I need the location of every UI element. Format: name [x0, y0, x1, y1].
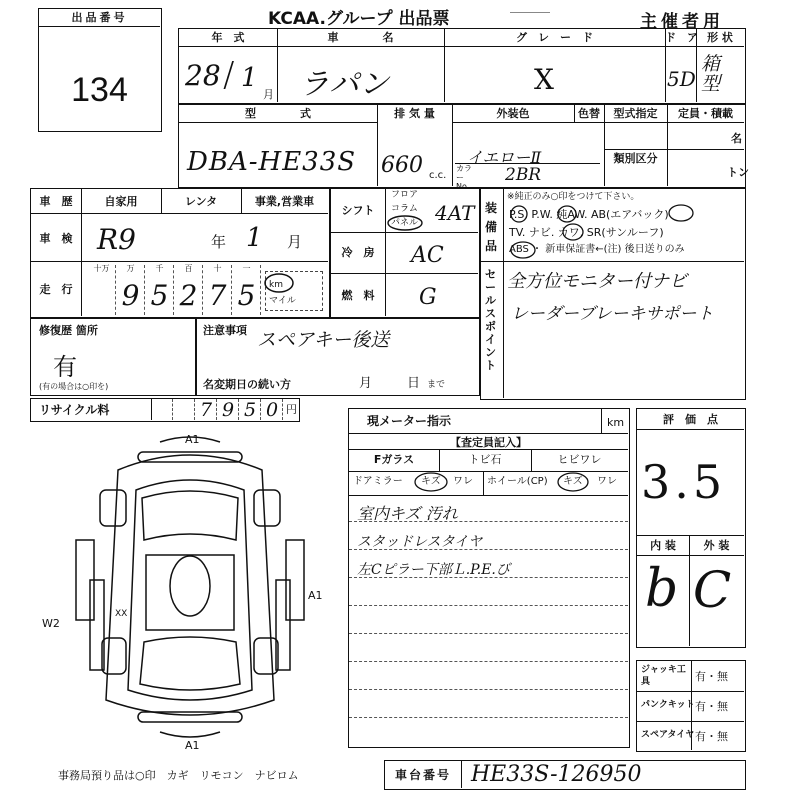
mileage-digits — [87, 265, 267, 315]
mirror-option-scratch: キズ — [421, 476, 441, 487]
shift-option-column: コラム — [391, 204, 418, 214]
persons-unit: 名 — [731, 132, 742, 145]
mile-label: マイル — [269, 296, 296, 306]
exterior-color-label: 外装色 — [496, 107, 530, 120]
fglass-label: Fガラス — [373, 453, 415, 466]
deadline-day-unit: 日 — [407, 376, 421, 391]
inspection-year-unit: 年 — [211, 233, 227, 251]
history-option-business: 事業,営業車 — [254, 195, 315, 208]
rating-box — [636, 408, 746, 648]
exterior-color-value: イエローⅡ — [467, 148, 542, 167]
mileage-unit-label: 千 — [155, 264, 164, 273]
spare-tire-label: スペアタイヤ — [641, 730, 695, 740]
recycle-digit: 0 — [265, 399, 279, 421]
panel-circle-mark — [387, 215, 427, 231]
mileage-cell — [116, 265, 145, 315]
mark-quarter: XX — [115, 609, 128, 619]
puncture-kit-yes-no: 有・無 — [695, 700, 728, 713]
recycle-fee-box — [30, 398, 300, 422]
inspector-circle-marks — [409, 469, 609, 497]
recycle-digit-cell — [151, 399, 173, 420]
mileage-digit: 5 — [150, 279, 169, 312]
fuel-value: G — [419, 285, 437, 310]
model-value: DBA-HE33S — [187, 147, 357, 177]
rating-score: 3.5 — [641, 455, 727, 509]
classification-label: 類別区分 — [613, 152, 658, 165]
equipment-label: 装備品 — [485, 201, 498, 254]
notes-label: 注意事項 — [203, 324, 247, 337]
recycle-yen: 円 — [286, 403, 297, 416]
recycle-digit: 9 — [221, 399, 235, 421]
mileage-cell — [232, 265, 261, 315]
fglass-option-chip: トビ石 — [468, 453, 502, 466]
meter-label: 現メーター指示 — [367, 414, 452, 428]
repair-history-box — [30, 318, 196, 396]
car-body-diagram — [40, 430, 340, 760]
notes-value: スペアキー後送 — [257, 329, 390, 351]
office-note: 事務局預り品は○印 カギ リモコン ナビロム — [58, 769, 299, 782]
month-value: 1 — [241, 63, 258, 93]
shift-value: 4AT — [435, 201, 475, 225]
inspector-comment-2: スタッドレスタイヤ — [357, 534, 483, 550]
mileage-unit-label: 十 — [213, 264, 222, 273]
inspection-month-value: 1 — [246, 223, 263, 253]
sales-point-label: セールスポイント — [485, 268, 496, 372]
recycle-digit: 5 — [243, 399, 257, 421]
tons-unit: トン — [727, 166, 749, 179]
recycle-digit-cell — [261, 399, 283, 420]
color-no-label: カラー No. — [456, 164, 472, 191]
inspection-month-unit: 月 — [287, 233, 303, 251]
mileage-unit-label: 百 — [184, 264, 193, 273]
displacement-value: 660 — [381, 153, 423, 178]
jack-yes-no: 有・無 — [695, 670, 728, 683]
fuel-label: 燃 料 — [341, 289, 375, 302]
equipment-sales-table — [480, 188, 746, 400]
mileage-unit-label: 十万 — [93, 264, 110, 273]
inspection-value: R9 — [97, 223, 136, 256]
km-label: km — [269, 280, 283, 290]
drivetrain-table — [330, 188, 480, 318]
recycle-digit-cell — [239, 399, 261, 420]
wheel-option-crack: ワレ — [597, 476, 617, 487]
vehicle-basic-table: 年 式 車 名 グ レ ー ド ド ア 形 状 28 / 1 月 ラパン X 5D 箱型 — [178, 28, 746, 104]
mileage-unit-label: 一 — [242, 264, 251, 273]
jack-label: ジャッキ工具 — [641, 665, 686, 687]
exterior-label: 外 装 — [703, 539, 730, 552]
mileage-digit: 2 — [179, 279, 198, 312]
grade-value: X — [534, 63, 554, 96]
history-option-rental: レンタ — [184, 195, 218, 208]
mileage-digit: 9 — [121, 279, 140, 312]
mileage-cell — [203, 265, 232, 315]
accessories-box — [636, 660, 746, 752]
chassis-value: HE33S-126950 — [471, 762, 642, 787]
shift-option-panel: パネル — [391, 218, 419, 228]
inspector-comment-3: 左Cピラー下部Ｌ.P.E.び — [357, 562, 510, 578]
interior-value: b — [645, 559, 679, 619]
lot-label: 出品番号 — [71, 11, 128, 24]
cc-unit: c.c. — [429, 170, 447, 181]
doors-label: ド ア — [665, 31, 698, 44]
equipment-note: ※純正のみ○印をつけて下さい。 — [507, 192, 640, 202]
car-name-value: ラパン — [299, 67, 389, 102]
year-value: 28 — [185, 59, 221, 92]
year-label: 年 式 — [211, 31, 245, 44]
mileage-digit: 7 — [208, 279, 227, 312]
inspector-box — [348, 408, 630, 748]
interior-label: 内 装 — [650, 539, 676, 552]
recycle-digit-cell — [195, 399, 217, 420]
repair-label: 修復歴 箇所 — [39, 324, 98, 337]
color-change-label: 色替 — [578, 107, 600, 120]
repair-note: (有の場合は○印を) — [39, 382, 109, 391]
sales-point-line-1: 全方位モニター付ナビ — [507, 271, 687, 292]
mark-right-side: A1 — [308, 589, 323, 602]
equipment-line-2: TV. ナビ. カワ. SR(サンルーフ) — [509, 226, 664, 239]
equipment-line-3: ABS ・ 新車保証書←(注) 後日送りのみ — [509, 244, 685, 255]
mirror-option-crack: ワレ — [453, 476, 473, 487]
history-label: 車 歴 — [39, 195, 73, 208]
month-unit: 月 — [263, 88, 274, 101]
wheel-label: ホイール(CP) — [487, 476, 548, 487]
capacity-label: 定員・積載 — [678, 107, 733, 120]
recycle-digit: 7 — [199, 399, 213, 421]
recycle-digits — [151, 399, 283, 420]
ac-value: AC — [411, 243, 444, 268]
sheet-title: KCAA.グループ 出品票 — [268, 9, 450, 29]
inspector-label: 【査定員記入】 — [450, 436, 527, 449]
shift-option-floor: フロア — [391, 190, 419, 200]
car-name-label: 車 名 — [327, 31, 394, 44]
inspection-label: 車 検 — [39, 232, 73, 245]
rating-label: 評 価 点 — [663, 413, 718, 426]
mileage-label: 走 行 — [39, 283, 73, 296]
spare-tire-yes-no: 有・無 — [695, 730, 728, 743]
mileage-unit-label: 万 — [126, 264, 135, 273]
mirror-label: ドアミラー — [353, 476, 403, 487]
doors-value: 5D — [667, 67, 696, 91]
mark-left-side: W2 — [42, 617, 60, 630]
deadline-until: まで — [427, 380, 446, 390]
color-no-value: 2BR — [505, 165, 542, 185]
equipment-line-1: P.S. P.W. 純AW. AB(エアバック) — [509, 208, 669, 221]
mileage-digit: 5 — [237, 279, 256, 312]
type-designation-label: 型式指定 — [613, 107, 658, 120]
shape-value: 箱型 — [701, 53, 721, 95]
ac-label: 冷 房 — [341, 246, 375, 259]
grade-label: グ レ ー ド — [516, 31, 593, 44]
organizer-label: 主催者用 — [640, 12, 724, 32]
repair-value: 有 — [53, 353, 77, 381]
vehicle-spec-table — [178, 104, 749, 191]
wheel-option-scratch: キズ — [563, 476, 583, 487]
meter-km: km — [607, 416, 625, 429]
mark-front-top: A1 — [185, 433, 200, 446]
deadline-month-unit: 月 — [359, 376, 373, 391]
mileage-cell — [87, 265, 116, 315]
exterior-value: C — [693, 561, 732, 619]
lot-number: 134 — [71, 71, 128, 109]
lot-number-box — [38, 8, 162, 132]
mileage-cell — [145, 265, 174, 315]
inspector-comment-1: 室内キズ 汚れ — [357, 504, 458, 523]
fglass-option-crack: ヒビワレ — [557, 453, 602, 466]
deadline-label: 名変期日の続い方 — [203, 378, 291, 391]
km-circle-mark — [263, 271, 303, 299]
equipment-circle-marks — [511, 203, 751, 263]
shape-label: 形 状 — [707, 31, 733, 44]
mark-rear-bottom: A1 — [185, 739, 200, 752]
puncture-kit-label: パンクキット — [641, 700, 695, 710]
shift-label: シフト — [341, 204, 375, 217]
model-label: 型 式 — [245, 107, 311, 120]
mileage-cell — [174, 265, 203, 315]
history-option-private: 自家用 — [104, 195, 138, 208]
sales-point-line-2: レーダーブレーキサポート — [511, 304, 714, 324]
chassis-number-box — [384, 760, 746, 790]
chassis-label: 車台番号 — [394, 768, 451, 782]
recycle-label: リサイクル料 — [39, 403, 110, 417]
recycle-digit-cell — [173, 399, 195, 420]
history-table — [30, 188, 330, 318]
notes-box — [196, 318, 480, 396]
displacement-label: 排 気 量 — [394, 107, 435, 120]
recycle-digit-cell — [217, 399, 239, 420]
